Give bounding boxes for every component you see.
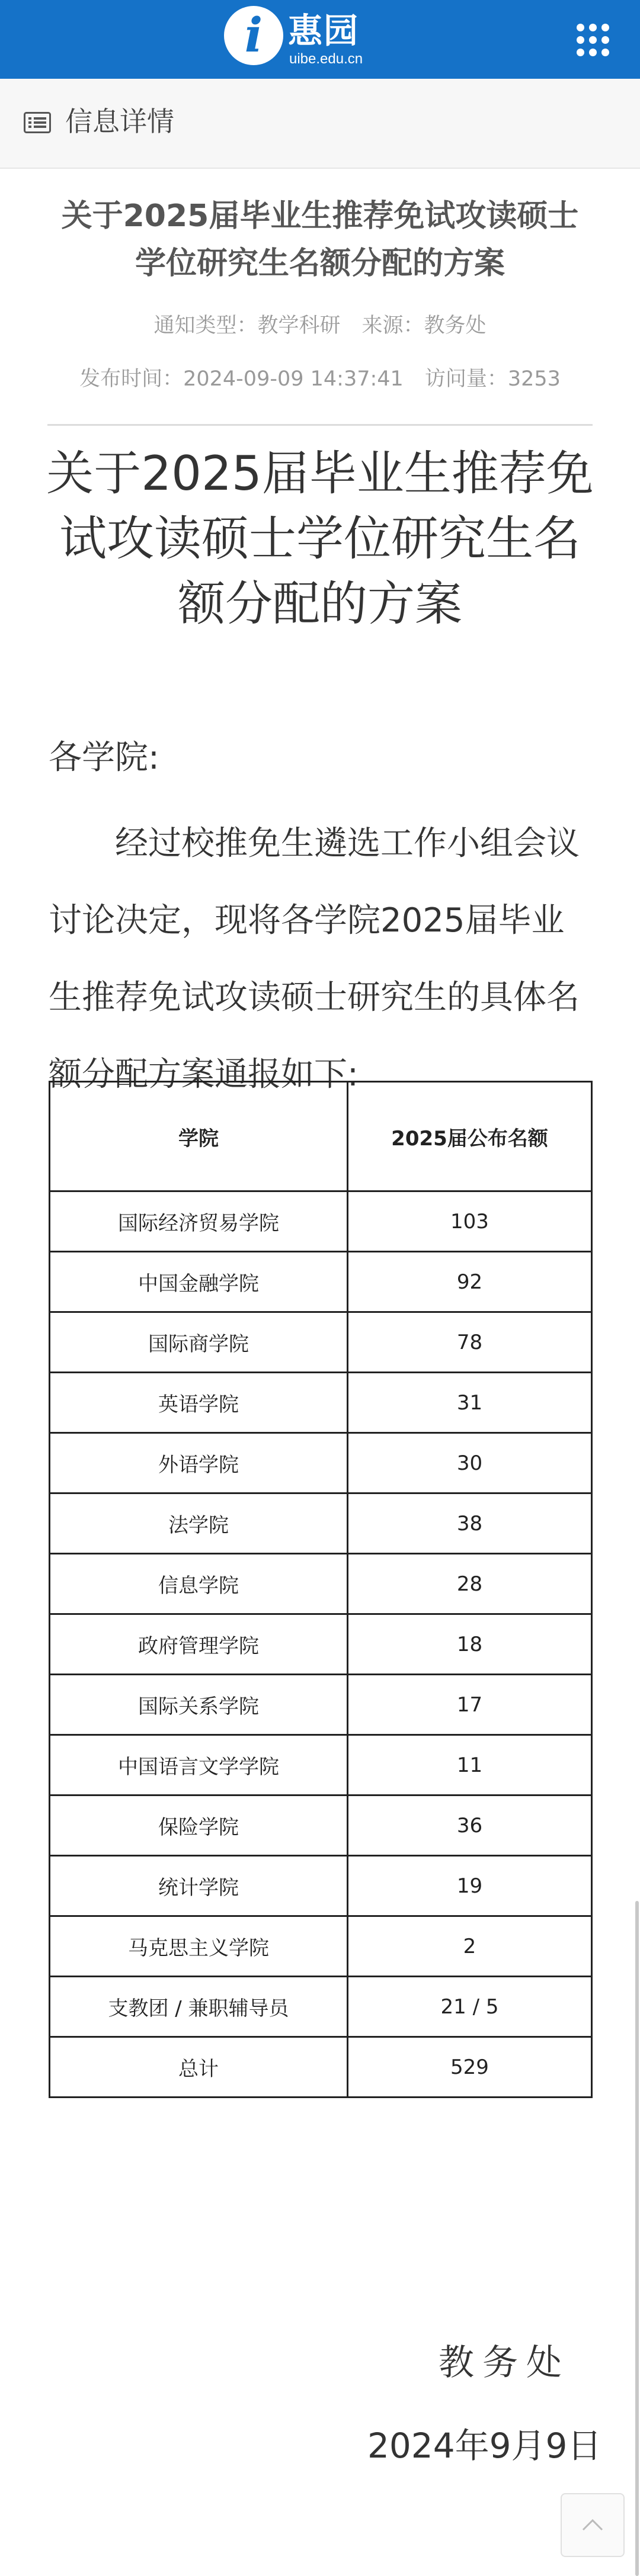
college-cell: 国际经济贸易学院 (50, 1191, 348, 1252)
college-cell: 政府管理学院 (50, 1614, 348, 1675)
table-row (50, 1614, 592, 1675)
type-label: 通知类型： (153, 314, 258, 338)
list-icon (24, 112, 51, 133)
quota-cell: 21 / 5 (348, 1977, 592, 2037)
quota-cell: 103 (348, 1191, 592, 1252)
quota-cell: 11 (348, 1735, 592, 1796)
quota-cell: 36 (348, 1796, 592, 1856)
table-header-quota: 2025届公布名额 (348, 1082, 592, 1191)
table-row (50, 1856, 592, 1916)
back-to-top-button[interactable] (561, 2493, 625, 2557)
table-row (50, 1796, 592, 1856)
total-label-cell: 总计 (50, 2037, 348, 2098)
notice-meta-type-source (0, 308, 640, 343)
college-cell: 保险学院 (50, 1796, 348, 1856)
quota-cell: 28 (348, 1554, 592, 1614)
college-cell: 中国语言文学学院 (50, 1735, 348, 1796)
notice-title: 关于2025届毕业生推荐免试攻读硕士学位研究生名额分配的方案 (61, 198, 579, 281)
table-row-total (50, 2037, 592, 2098)
signature-office: 教务处 (439, 2342, 570, 2384)
table-header-college: 学院 (50, 1082, 348, 1191)
quota-table (49, 1081, 593, 2098)
date-label: 发布时间： (79, 367, 184, 391)
college-cell: 统计学院 (50, 1856, 348, 1916)
views-value: 3253 (507, 367, 561, 391)
date-value: 2024-09-09 14:37:41 (183, 367, 404, 391)
quota-cell: 17 (348, 1675, 592, 1735)
table-row (50, 1675, 592, 1735)
college-cell: 支教团 / 兼职辅导员 (50, 1977, 348, 2037)
article-body: 经过校推免生遴选工作小组会议讨论决定，现将各学院2025届毕业生推荐免试攻读硕士研究生的具体名额分配方案通报如下: (49, 824, 580, 1094)
quota-cell: 38 (348, 1493, 592, 1554)
table-row (50, 1312, 592, 1373)
site-logo[interactable] (224, 6, 420, 73)
type-value: 教学科研 (257, 314, 341, 338)
signature-date: 2024年9月9日 (367, 2426, 602, 2466)
quota-cell: 31 (348, 1373, 592, 1433)
college-cell: 法学院 (50, 1493, 348, 1554)
page-title: 信息详情 (65, 105, 174, 137)
college-cell: 中国金融学院 (50, 1252, 348, 1312)
quota-cell: 2 (348, 1916, 592, 1977)
logo-domain: uibe.edu.cn (289, 51, 363, 67)
scrollbar[interactable] (635, 1901, 639, 2576)
table-row (50, 1554, 592, 1614)
college-cell: 国际商学院 (50, 1312, 348, 1373)
table-header-row (50, 1082, 592, 1191)
views-label: 访问量： (424, 367, 508, 391)
top-bar (0, 0, 640, 79)
college-cell: 马克思主义学院 (50, 1916, 348, 1977)
table-row (50, 1493, 592, 1554)
college-cell: 国际关系学院 (50, 1675, 348, 1735)
college-cell: 英语学院 (50, 1373, 348, 1433)
notice-meta-date-views (0, 361, 640, 397)
table-row (50, 1433, 592, 1493)
quota-cell: 19 (348, 1856, 592, 1916)
page-header (0, 79, 640, 169)
source-label: 来源： (361, 314, 424, 338)
table-row (50, 1191, 592, 1252)
college-cell: 信息学院 (50, 1554, 348, 1614)
quota-cell: 18 (348, 1614, 592, 1675)
table-row (50, 1373, 592, 1433)
table-row (50, 1916, 592, 1977)
table-row (50, 1252, 592, 1312)
quota-cell: 30 (348, 1433, 592, 1493)
article-title: 关于2025届毕业生推荐免试攻读硕士学位研究生名额分配的方案 (46, 446, 594, 631)
quota-cell: 78 (348, 1312, 592, 1373)
table-row (50, 1977, 592, 2037)
college-cell: 外语学院 (50, 1433, 348, 1493)
article-salutation: 各学院: (49, 738, 159, 777)
logo-name: 惠园 (288, 11, 360, 51)
grid-menu-icon[interactable] (577, 24, 610, 57)
table-row (50, 1735, 592, 1796)
logo-emblem-icon: i (224, 6, 283, 65)
quota-cell: 92 (348, 1252, 592, 1312)
source-value: 教务处 (424, 314, 487, 338)
total-value-cell: 529 (348, 2037, 592, 2098)
chevron-up-icon (581, 2514, 604, 2536)
divider (47, 424, 593, 426)
